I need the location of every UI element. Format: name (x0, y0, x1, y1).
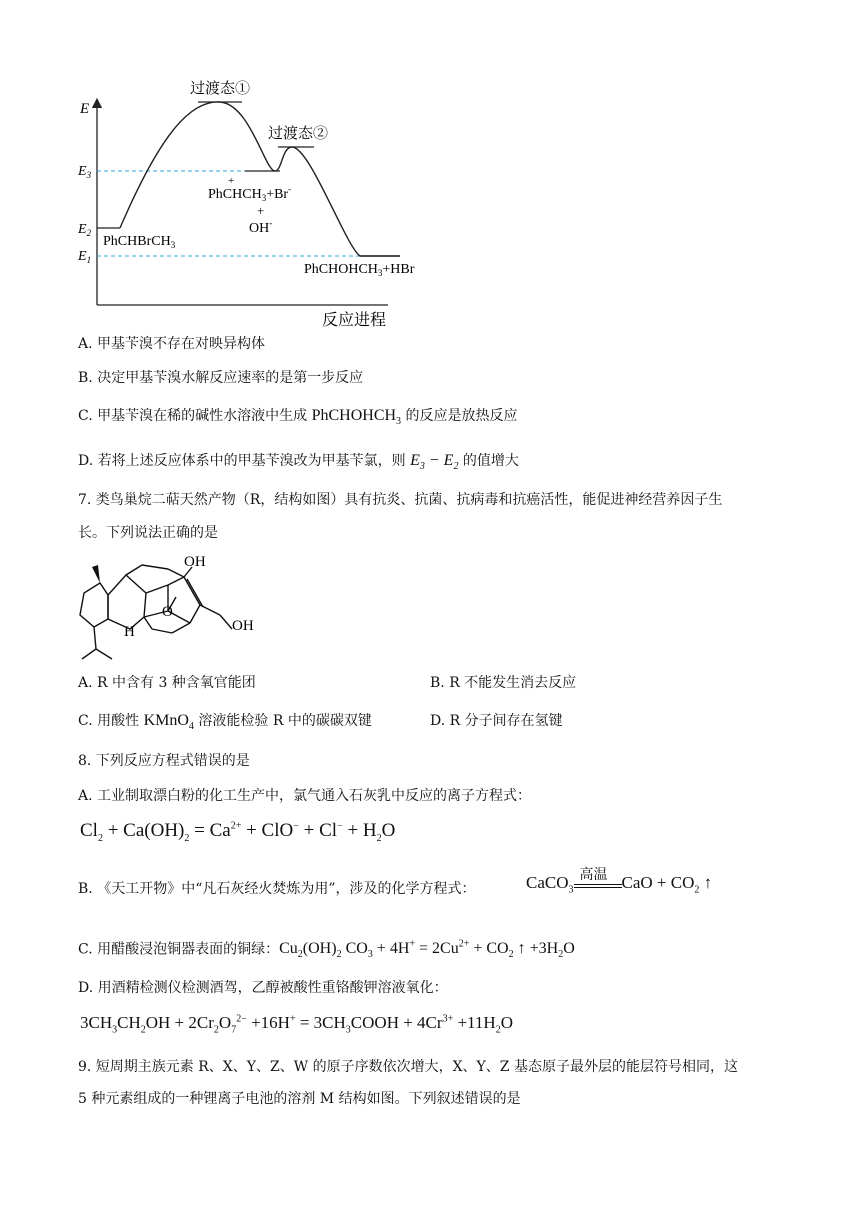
struct-label-oh-top: OH (184, 554, 206, 570)
q8-equation-b: CaCO$_3$ 高温 CaO + $CO_2$ ↑ (526, 867, 713, 896)
q7-stem-line2: 长。下列说法正确的是 (78, 525, 218, 541)
structure-r (72, 553, 272, 673)
energy-diagram (70, 75, 530, 405)
q9-line2: 5 种元素组成的一种锂离子电池的溶剂 M 结构如图。下列叙述错误的是 (78, 1091, 521, 1107)
intermediate-charge: + (228, 175, 235, 187)
ts2-label: 过渡态② (268, 126, 329, 142)
intermediate-label: PhCHCH$_3$+Br- (208, 184, 292, 203)
y-axis-label: E (80, 101, 90, 117)
e2-label: $E_2$ (78, 222, 92, 238)
q7-option-d: D. R 分子间存在氢键 (430, 713, 563, 729)
q8-option-c: C. 用醋酸浸泡铜器表面的铜绿：$Cu_2(OH)_2$ $CO_3 + 4H^+ = 2Cu^{2+} + CO_2$ ↑ $+3H_2O$ (78, 939, 575, 961)
e3-label: $E_3$ (78, 164, 92, 180)
hydroxide-label: OH- (249, 218, 273, 236)
q8-stem: 8. 下列反应方程式错误的是 (78, 753, 250, 769)
plus-sign: + (257, 203, 265, 218)
reactant-label: PhCHBrCH$_3$ (103, 234, 176, 250)
q8-equation-d: $3CH_3CH_2OH + 2Cr_2O_7^{2-} +16H^+$ = $3CH_3COOH + 4Cr^{3+} +11H_2O$ (80, 1013, 513, 1036)
q8-option-d: D. 用酒精检测仪检测酒驾，乙醇被酸性重铬酸钾溶液氧化： (78, 980, 448, 996)
q8-option-b: B. 《天工开物》中“凡石灰经火焚炼为用”，涉及的化学方程式： (78, 881, 476, 897)
product-label: PhCHOHCH$_3$+HBr (304, 262, 415, 278)
q9-line1: 9. 短周期主族元素 R、X、Y、Z、W 的原子序数依次增大，X、Y、Z 基态原子最外层的能层符号相同，这 (78, 1059, 738, 1075)
x-axis-label: 反应进程 (322, 312, 387, 329)
q6-option-b: B. 决定甲基苄溴水解反应速率的是第一步反应 (78, 370, 364, 386)
q7-option-b: B. R 不能发生消去反应 (430, 675, 577, 691)
q7-option-a: A. R 中含有 3 种含氧官能团 (78, 675, 256, 691)
q7-option-c: C. 用酸性 KMnO$_4$ 溶液能检验 R 中的碳碳双键 (78, 712, 372, 733)
q8-equation-a: $Cl_2 + Ca(OH)_2 = Ca^{2+} + ClO^- + Cl^- + H_2O$ (80, 820, 396, 844)
q6-option-c: C. 甲基苄溴在稀的碱性水溶液中生成 PhCHOHCH$_3$ 的反应是放热反应 (78, 407, 518, 428)
ts1-label: 过渡态① (190, 81, 251, 97)
q6-option-d: D. 若将上述反应体系中的甲基苄溴改为甲基苄氯，则 $E_3 - E_2$ 的值增大 (78, 452, 519, 473)
struct-label-o: O (162, 604, 173, 620)
q8-option-a: A. 工业制取漂白粉的化工生产中，氯气通入石灰乳中反应的离子方程式： (78, 788, 532, 804)
e1-label: $E_1$ (78, 249, 92, 265)
q7-stem-line1: 7. 类鸟巢烷二萜天然产物（R，结构如图）具有抗炎、抗菌、抗病毒和抗癌活性，能促进神经营养因子生 (78, 492, 723, 508)
struct-label-h: H (124, 624, 135, 640)
q6-option-a: A. 甲基苄溴不存在对映异构体 (78, 336, 266, 352)
struct-label-oh-side: OH (232, 618, 254, 634)
